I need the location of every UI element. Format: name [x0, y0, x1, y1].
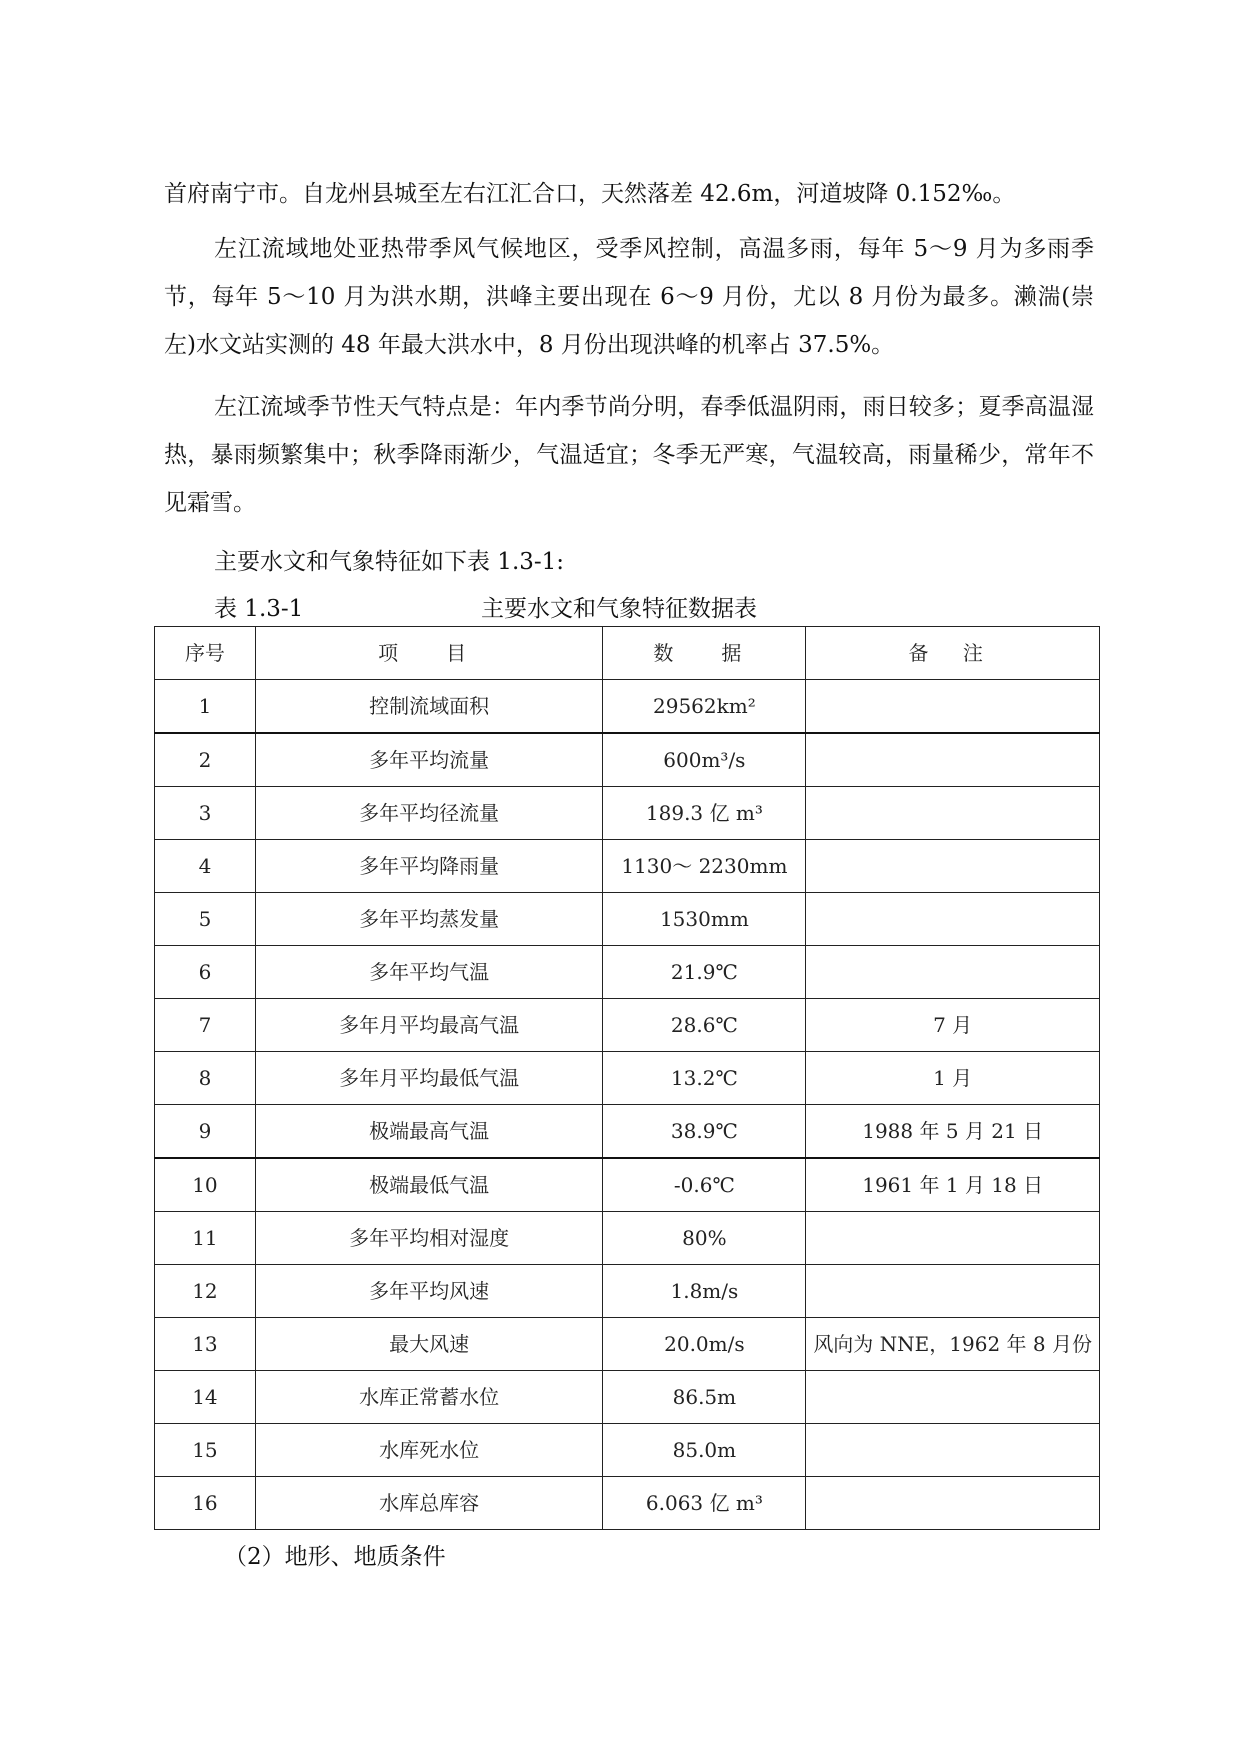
cell-index: 7 — [155, 999, 256, 1052]
table-row — [155, 1105, 1100, 1159]
cell-value: 1530mm — [603, 893, 806, 946]
cell-index: 10 — [155, 1158, 256, 1212]
cell-index: 3 — [155, 787, 256, 840]
paragraph-2: 左江流域地处亚热带季风气候地区，受季风控制，高温多雨，每年 5～9 月为多雨季节，每年 5～10 月为洪水期，洪峰主要出现在 6～9 月份，尤以 8 月份为最多。濑湍(崇左)水文站实测的 48 年最大洪水中，8 月份出现洪峰的机率占 37.5%。 — [164, 236, 1094, 358]
cell-item: 多年平均风速 — [255, 1265, 603, 1318]
table-row — [155, 1371, 1100, 1424]
table-row — [155, 1477, 1100, 1530]
cell-index: 14 — [155, 1371, 256, 1424]
header-remark: 备 注 — [806, 627, 1100, 680]
cell-value: 38.9℃ — [603, 1105, 806, 1159]
cell-remark — [806, 946, 1100, 999]
cell-value: 1130～ 2230mm — [603, 840, 806, 893]
cell-item: 最大风速 — [255, 1318, 603, 1371]
cell-value: 29562km² — [603, 680, 806, 734]
header-item: 项 目 — [255, 627, 603, 680]
cell-index: 11 — [155, 1212, 256, 1265]
cell-item: 水库正常蓄水位 — [255, 1371, 603, 1424]
cell-item: 多年平均降雨量 — [255, 840, 603, 893]
header-index: 序号 — [155, 627, 256, 680]
cell-index: 6 — [155, 946, 256, 999]
cell-value: 1.8m/s — [603, 1265, 806, 1318]
cell-item: 多年平均径流量 — [255, 787, 603, 840]
cell-item: 多年月平均最高气温 — [255, 999, 603, 1052]
cell-index: 4 — [155, 840, 256, 893]
cell-index: 15 — [155, 1424, 256, 1477]
table-row — [155, 787, 1100, 840]
table-row — [155, 1212, 1100, 1265]
cell-value: 13.2℃ — [603, 1052, 806, 1105]
paragraph-4: 主要水文和气象特征如下表 1.3-1: — [214, 549, 565, 575]
table-caption — [214, 592, 1014, 626]
cell-index: 12 — [155, 1265, 256, 1318]
cell-remark — [806, 680, 1100, 734]
table-row — [155, 1052, 1100, 1105]
cell-index: 16 — [155, 1477, 256, 1530]
hydrology-table — [154, 626, 1100, 1530]
cell-item: 多年平均相对湿度 — [255, 1212, 603, 1265]
cell-remark: 1988 年 5 月 21 日 — [806, 1105, 1100, 1159]
cell-item: 多年月平均最低气温 — [255, 1052, 603, 1105]
table-row — [155, 1158, 1100, 1212]
cell-value: 86.5m — [603, 1371, 806, 1424]
table-row — [155, 946, 1100, 999]
section-heading: （2）地形、地质条件 — [224, 1544, 446, 1570]
cell-item: 水库死水位 — [255, 1424, 603, 1477]
cell-value: 6.063 亿 m³ — [603, 1477, 806, 1530]
table-row — [155, 733, 1100, 787]
cell-item: 多年平均气温 — [255, 946, 603, 999]
cell-index: 1 — [155, 680, 256, 734]
table-row — [155, 893, 1100, 946]
cell-index: 2 — [155, 733, 256, 787]
cell-index: 13 — [155, 1318, 256, 1371]
cell-item: 控制流域面积 — [255, 680, 603, 734]
table-row — [155, 1424, 1100, 1477]
cell-remark — [806, 787, 1100, 840]
table-header-row — [155, 627, 1100, 680]
cell-remark — [806, 1477, 1100, 1530]
header-value: 数 据 — [603, 627, 806, 680]
cell-value: 28.6℃ — [603, 999, 806, 1052]
table-row — [155, 680, 1100, 734]
table-row — [155, 999, 1100, 1052]
cell-remark: 1 月 — [806, 1052, 1100, 1105]
cell-value: 85.0m — [603, 1424, 806, 1477]
cell-item: 极端最高气温 — [255, 1105, 603, 1159]
paragraph-1: 首府南宁市。自龙州县城至左右江汇合口，天然落差 42.6m，河道坡降 0.152‰。 — [164, 181, 1016, 207]
cell-value: 20.0m/s — [603, 1318, 806, 1371]
cell-remark — [806, 840, 1100, 893]
cell-remark: 7 月 — [806, 999, 1100, 1052]
cell-index: 5 — [155, 893, 256, 946]
cell-value: 21.9℃ — [603, 946, 806, 999]
cell-index: 8 — [155, 1052, 256, 1105]
cell-value: 600m³/s — [603, 733, 806, 787]
paragraph-3: 左江流域季节性天气特点是：年内季节尚分明，春季低温阴雨，雨日较多；夏季高温湿热，暴雨频繁集中；秋季降雨渐少，气温适宜；冬季无严寒，气温较高，雨量稀少，常年不见霜雪。 — [164, 394, 1094, 516]
cell-item: 极端最低气温 — [255, 1158, 603, 1212]
cell-remark: 1961 年 1 月 18 日 — [806, 1158, 1100, 1212]
table-number: 表 1.3-1 — [214, 596, 304, 622]
cell-item: 水库总库容 — [255, 1477, 603, 1530]
table-title: 主要水文和气象特征数据表 — [481, 596, 757, 622]
cell-remark — [806, 1265, 1100, 1318]
table-row — [155, 1265, 1100, 1318]
cell-remark: 风向为 NNE，1962 年 8 月份 — [806, 1318, 1100, 1371]
cell-remark — [806, 733, 1100, 787]
cell-remark — [806, 1212, 1100, 1265]
cell-value: 80% — [603, 1212, 806, 1265]
cell-value: -0.6℃ — [603, 1158, 806, 1212]
cell-remark — [806, 893, 1100, 946]
table-row — [155, 840, 1100, 893]
cell-remark — [806, 1424, 1100, 1477]
table-row — [155, 1318, 1100, 1371]
cell-item: 多年平均蒸发量 — [255, 893, 603, 946]
cell-item: 多年平均流量 — [255, 733, 603, 787]
cell-remark — [806, 1371, 1100, 1424]
cell-value: 189.3 亿 m³ — [603, 787, 806, 840]
cell-index: 9 — [155, 1105, 256, 1159]
